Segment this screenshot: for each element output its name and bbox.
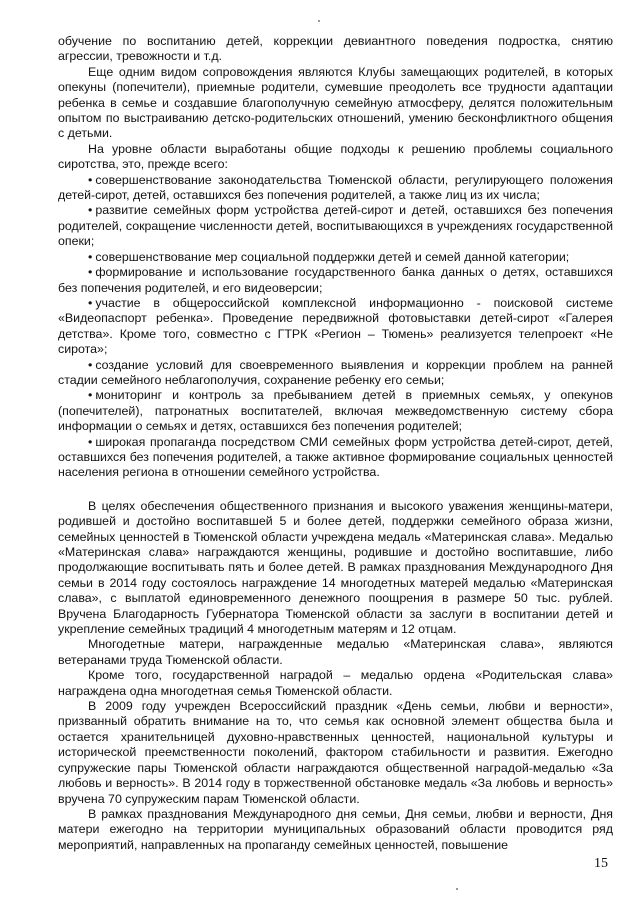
bullet-item: • мониторинг и контроль за пребыванием детей в приемных семьях, у опекунов (попечителей), патронатных воспитателей, включая межведомственную систему сбора информации о семьях и детях, оставшихся без попечения родителей;: [58, 388, 613, 434]
bullet-item: • совершенствование мер социальной поддержки детей и семей данной категории;: [58, 250, 613, 265]
paragraph: В рамках празднования Международного дня семьи, Дня семьи, любви и верности, Дня матери ежегодно на территории муниципальных образований области проводится ряд мероприятий, направленных на пропаганду семейных ценностей, повышение: [58, 806, 613, 852]
document-body: [58, 34, 613, 853]
paragraph: В целях обеспечения общественного признания и высокого уважения женщины-матери, родившей и достойно воспитавшей 5 и более детей, поддержки семейного образа жизни, семейных ценностей в Тюменской области учреждена медаль «Материнская слава». Медалью «Материнская слава» награждаются женщины, родившие и достойно воспитавшие, либо продолжающие воспитывать пять и более детей. В рамках празднования Международного Дня семьи в 2014 году состоялось награждение 14 многодетных матерей медалью «Материнская слава», с выплатой единовременного денежного поощрения в размере 50 тыс. рублей. Вручена Благодарность Губернатора Тюменской области за заслуги в воспитании детей и укрепление семейных традиций 4 многодетным матерям и 12 отцам.: [58, 498, 613, 637]
paragraph: Кроме того, государственной наградой – медалью ордена «Родительская слава» награждена одна многодетная семья Тюменской области.: [58, 668, 613, 698]
bullet-item: • формирование и использование государственного банка данных о детях, оставшихся без попечения родителей, и его видеоверсии;: [58, 265, 613, 296]
paragraph: Многодетные матери, награжденные медалью «Материнская слава», являются ветеранами труда Тюменской области.: [58, 637, 613, 667]
paragraph-gap: [58, 481, 613, 499]
bullet-item: • участие в общероссийской комплексной информационно - поисковой системе «Видеопаспорт ребенка». Проведение передвижной фотовыставки детей-сирот «Галерея детства». Кроме того, совместно с ГТРК «Регион – Тюмень» реализуется телепроект «Не сирота»;: [58, 296, 613, 358]
bullet-item: • создание условий для своевременного выявления и коррекции проблем на ранней стадии семейного неблагополучия, сохранение ребенку его семьи;: [58, 358, 613, 389]
paragraph: обучение по воспитанию детей, коррекции девиантного поведения подростка, снятию агрессии, тревожности и т.д.: [58, 34, 613, 64]
page-number: 15: [594, 856, 608, 871]
scan-speck: [456, 888, 458, 890]
scan-speck: [318, 20, 320, 22]
paragraph: На уровне области выработаны общие подходы к решению проблемы социального сиротства, это, прежде всего:: [58, 141, 613, 172]
paragraph: В 2009 году учрежден Всероссийский праздник «День семьи, любви и верности», призванный обратить внимание на то, что семья как основной элемент общества была и остается хранительницей духовно-нравственных ценностей, национальной культуры и исторической преемственности поколений, фактором стабильности и развития. Ежегодно супружеские пары Тюменской области награждаются общественной наградой-медалью «За любовь и верность». В 2014 году в торжественной обстановке медаль «За любовь и верность» вручена 70 супружеским парам Тюменской области.: [58, 699, 613, 806]
bullet-item: • широкая пропаганда посредством СМИ семейных форм устройства детей-сирот, детей, оставшихся без попечения родителей, а также активное формирование социальных ценностей населения региона в отношении семейного устройства.: [58, 435, 613, 481]
bullet-item: • совершенствование законодательства Тюменской области, регулирующего положения детей-сирот, детей, оставшихся без попечения родителей, а также лиц из их числа;: [58, 173, 613, 204]
paragraph: Еще одним видом сопровождения являются Клубы замещающих родителей, в которых опекуны (попечители), приемные родители, сумевшие преодолеть все трудности адаптации ребенка в семье и создавшие благополучную семейную атмосферу, делятся положительным опытом по выстраиванию детско-родительских отношений, умению бесконфликтного общения с детьми.: [58, 64, 613, 141]
bullet-item: • развитие семейных форм устройства детей-сирот и детей, оставшихся без попечения родителей, сокращение численности детей, воспитывающихся в учреждениях государственной опеки;: [58, 203, 613, 249]
